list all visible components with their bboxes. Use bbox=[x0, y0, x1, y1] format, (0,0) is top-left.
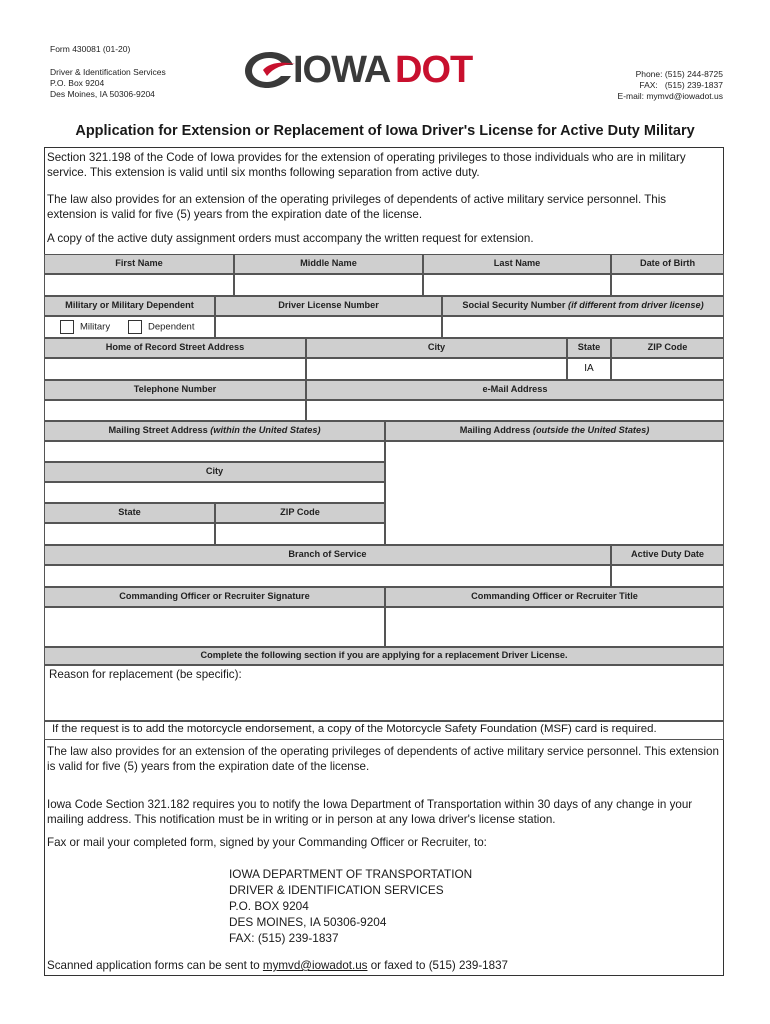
address-line-3: P.O. BOX 9204 bbox=[229, 899, 309, 913]
dependent-label: Dependent bbox=[148, 321, 195, 333]
mail-street-label bbox=[44, 421, 385, 441]
co-title-label: Commanding Officer or Recruiter Title bbox=[385, 587, 724, 607]
dob-input[interactable] bbox=[611, 274, 724, 296]
mail-state-label: State bbox=[44, 503, 215, 523]
home-state-label: State bbox=[567, 338, 611, 358]
dependent-option[interactable] bbox=[128, 320, 194, 334]
scan-email-link[interactable]: mymvd@iowadot.us bbox=[262, 959, 368, 972]
active-date-input[interactable] bbox=[611, 565, 724, 587]
iowa-swoosh-icon bbox=[243, 48, 297, 92]
ssn-label-text: Social Security Number bbox=[462, 300, 569, 310]
home-state-input[interactable]: IA bbox=[567, 358, 611, 380]
last-name-label: Last Name bbox=[423, 254, 611, 274]
address-line-2: DRIVER & IDENTIFICATION SERVICES bbox=[229, 883, 444, 897]
dept-line-3: Des Moines, IA 50306-9204 bbox=[50, 89, 155, 99]
first-name-input[interactable] bbox=[44, 274, 234, 296]
branch-input[interactable] bbox=[44, 565, 611, 587]
logo-iowa-text: IOWA bbox=[293, 49, 391, 91]
mail-state-input[interactable] bbox=[44, 523, 215, 545]
contact-phone: Phone: (515) 244-8725 bbox=[635, 69, 723, 79]
middle-name-input[interactable] bbox=[234, 274, 423, 296]
form-number: Form 430081 (01-20) bbox=[50, 44, 131, 54]
contact-email: E-mail: mymvd@iowadot.us bbox=[617, 91, 723, 101]
co-signature-label: Commanding Officer or Recruiter Signature bbox=[44, 587, 385, 607]
scan-prefix: Scanned application forms can be sent to bbox=[47, 959, 263, 972]
mail-zip-label: ZIP Code bbox=[215, 503, 385, 523]
scan-note bbox=[47, 958, 723, 973]
last-name-input[interactable] bbox=[423, 274, 611, 296]
intro-paragraph-2: The law also provides for an extension of the operating privileges of dependents of active military service personnel. This extension is valid for five (5) years from the expiration date of the license. bbox=[47, 193, 667, 221]
iowa-dot-logo bbox=[243, 48, 483, 92]
home-street-label: Home of Record Street Address bbox=[44, 338, 306, 358]
ssn-input[interactable] bbox=[442, 316, 724, 338]
home-city-label: City bbox=[306, 338, 567, 358]
mil-dep-label: Military or Military Dependent bbox=[44, 296, 215, 316]
ssn-label bbox=[442, 296, 724, 316]
co-title-input[interactable] bbox=[385, 607, 724, 647]
home-zip-input[interactable] bbox=[611, 358, 724, 380]
intro-paragraph-3: A copy of the active duty assignment orders must accompany the written request for extension. bbox=[47, 232, 534, 245]
address-line-1: IOWA DEPARTMENT OF TRANSPORTATION bbox=[229, 867, 473, 881]
motorcycle-note: If the request is to add the motorcycle endorsement, a copy of the Motorcycle Safety Foundation (MSF) card is required. bbox=[52, 723, 657, 735]
page-title: Application for Extension or Replacement of Iowa Driver's License for Active Duty Military bbox=[75, 123, 695, 139]
address-line-5: FAX: (515) 239-1837 bbox=[229, 931, 339, 945]
mail-outside-label bbox=[385, 421, 724, 441]
mail-outside-label-text: Mailing Address bbox=[459, 425, 533, 435]
telephone-input[interactable] bbox=[44, 400, 306, 421]
dl-number-label: Driver License Number bbox=[215, 296, 442, 316]
middle-name-label: Middle Name bbox=[234, 254, 423, 274]
dept-line-1: Driver & Identification Services bbox=[50, 67, 166, 77]
scan-suffix: or faxed to (515) 239-1837 bbox=[367, 959, 508, 972]
mail-zip-input[interactable] bbox=[215, 523, 385, 545]
dob-label: Date of Birth bbox=[611, 254, 724, 274]
dependent-checkbox[interactable] bbox=[128, 320, 142, 334]
military-option[interactable] bbox=[60, 320, 110, 334]
dept-line-2: P.O. Box 9204 bbox=[50, 78, 105, 88]
first-name-label: First Name bbox=[44, 254, 234, 274]
mail-city-input[interactable] bbox=[44, 482, 385, 503]
military-checkbox[interactable] bbox=[60, 320, 74, 334]
email-label: e-Mail Address bbox=[306, 380, 724, 400]
address-line-4: DES MOINES, IA 50306-9204 bbox=[229, 915, 387, 929]
home-street-input[interactable] bbox=[44, 358, 306, 380]
mail-street-input[interactable] bbox=[44, 441, 385, 462]
home-city-input[interactable] bbox=[306, 358, 567, 380]
mail-street-note: (within the United States) bbox=[210, 425, 321, 435]
replacement-header: Complete the following section if you are applying for a replacement Driver License. bbox=[44, 647, 724, 665]
intro-paragraph-1: Section 321.198 of the Code of Iowa provides for the extension of operating privileges to those individuals who are in military service. This extension is valid until six months following separation from active duty. bbox=[47, 151, 686, 179]
footer-paragraph-3: Fax or mail your completed form, signed by your Commanding Officer or Recruiter, to: bbox=[47, 836, 487, 849]
email-input[interactable] bbox=[306, 400, 724, 421]
ssn-note: (if different from driver license) bbox=[568, 300, 704, 310]
footer-paragraph-1: The law also provides for an extension of the operating privileges of dependents of active military service personnel. This extension is valid for five (5) years from the expiration date of the license. bbox=[47, 745, 719, 773]
co-signature-input[interactable] bbox=[44, 607, 385, 647]
mail-street-label-text: Mailing Street Address bbox=[108, 425, 211, 435]
mail-city-label: City bbox=[44, 462, 385, 482]
mail-outside-note: (outside the United States) bbox=[532, 425, 650, 435]
active-date-label: Active Duty Date bbox=[611, 545, 724, 565]
mail-outside-input[interactable] bbox=[385, 441, 724, 545]
footer-paragraph-2: Iowa Code Section 321.182 requires you to notify the Iowa Department of Transportation within 30 days of any change in your mailing address. This notification must be in writing or in person at any Iowa driver's license station. bbox=[47, 798, 693, 826]
telephone-label: Telephone Number bbox=[44, 380, 306, 400]
dl-number-input[interactable] bbox=[215, 316, 442, 338]
mailing-address-block bbox=[229, 866, 472, 946]
branch-label: Branch of Service bbox=[44, 545, 611, 565]
military-label: Military bbox=[80, 321, 111, 333]
home-zip-label: ZIP Code bbox=[611, 338, 724, 358]
reason-label: Reason for replacement (be specific): bbox=[49, 668, 242, 681]
logo-dot-text: DOT bbox=[395, 49, 473, 91]
contact-fax: FAX: (515) 239-1837 bbox=[639, 80, 723, 90]
